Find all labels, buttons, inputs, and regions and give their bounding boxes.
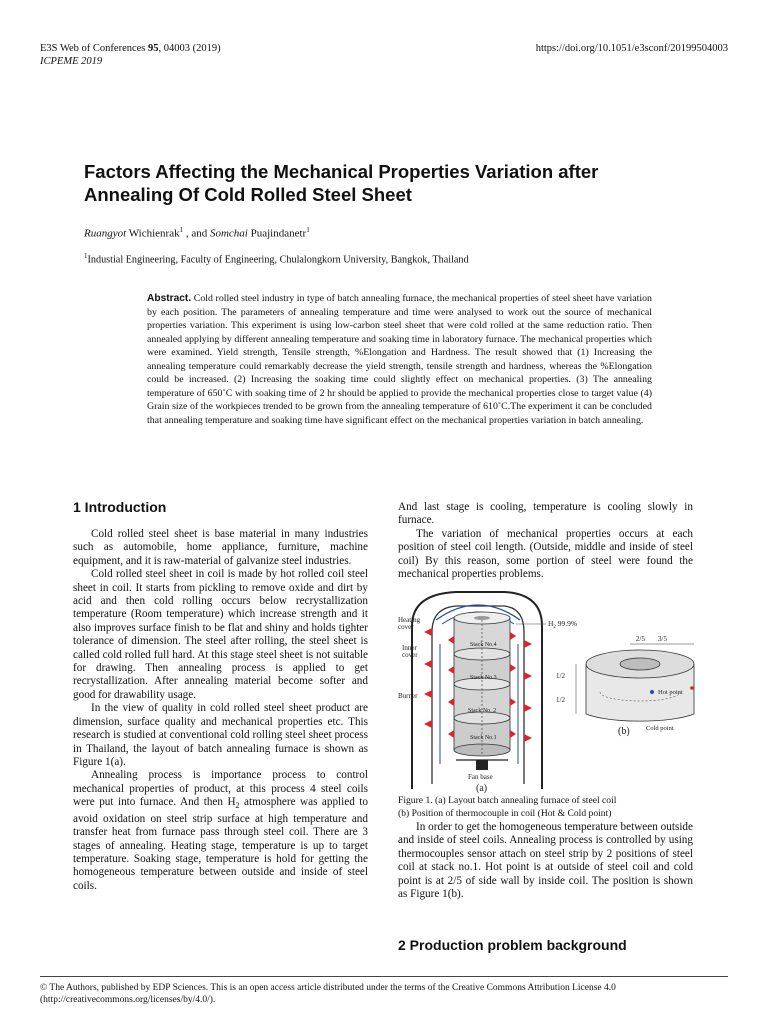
cold-point-marker (650, 690, 654, 694)
paragraph: Annealing process is importance process to control mechanical properties of product, at this process 4 steel coils were put into furnace. And then $H_2$ atmosphere was applied to avoid oxidation on steel strip surface at high temperature and transfer heat from furnace pass through steel coil. There are 3 stages of annealing. Heating stage, temperature is up to target temperature. Soaking stage, temperature is hold for getting the homogeneous temperature between outside and inside of steel coils. (73, 769, 368, 892)
conference-name: ICPEME 2019 (40, 56, 103, 67)
affiliation: $^1$Industial Engineering, Faculty of Engineering, Chulalongkorn University, Bangkok, Thailand (84, 252, 469, 266)
paper-title (84, 160, 704, 206)
label-heating-cover: Heating (398, 616, 421, 624)
paragraph: And last stage is cooling, temperature is cooling slowly in furnace. (398, 501, 693, 527)
right-column-bottom (398, 821, 693, 901)
paragraph: Cold rolled steel sheet in coil is made by hot rolled coil steel sheet in coil. It starts from pickling to remove oxide and dirt by acid and then cold rolling occurs below recrystallization temperature (Room temperature) which increase strength and it also improves surface finish to be flat and shiny and holds tighter tolerance of dimension. The steel after rolling, the steel sheet is called cold rolled full hard. At this stage steel sheet is not suitable for drawing. Then annealing process is applied to get recrystallization. After annealing material become softer and good for drawability usage. (73, 568, 368, 701)
abstract-label: Abstract. (147, 293, 192, 304)
panel-a-label: (a) (476, 783, 488, 794)
right-column-top (398, 501, 693, 581)
paragraph: Cold rolled steel sheet is base material in many industries such as automobile, home appliance, furniture, machine equipment, and it is raw-material of galvanize steel industries. (73, 528, 368, 567)
flame-icon (524, 640, 532, 648)
hot-point-marker (690, 686, 694, 690)
label-fan-base: Fan base (468, 773, 493, 781)
license-link[interactable]: (http://creativecommons.org/licenses/by/4.0/). (40, 995, 216, 1005)
label-stack-4: Stack No.4 (470, 642, 497, 648)
label-stack-1: Stack No.1 (470, 735, 497, 741)
figure-1-caption: Figure 1. (a) Layout batch annealing furnace of steel coil (b) Position of thermocouple in coil (Hot & Cold point) (398, 795, 617, 819)
author-2-first: Somchai (209, 227, 248, 240)
label-half-bottom: 1/2 (556, 696, 565, 704)
panel-b-label: (b) (618, 726, 630, 737)
author-1-last: Wichienrak (126, 227, 180, 240)
label-two-fifths: 2/5 (636, 635, 645, 643)
coil-thermocouple-diagram (576, 644, 694, 721)
doi-link[interactable]: https://doi.org/10.1051/e3sconf/20199504003 (535, 43, 728, 54)
figure-1-furnace-diagram (396, 584, 696, 796)
left-column (73, 528, 368, 893)
flame-icon (424, 720, 432, 728)
label-three-fifths: 3/5 (658, 635, 667, 643)
footer-divider (40, 976, 728, 977)
label-inner-cover: Inner (402, 644, 417, 652)
label-stack-3: Stack No.3 (470, 675, 497, 681)
license-footer: © The Authors, published by EDP Sciences. This is an open access article distributed under the terms of the Creative Commons Attribution License 4.0 (http://creativecommons.org/licenses/by/4.0/). (40, 982, 728, 1006)
paragraph: The variation of mechanical properties occurs at each position of steel coil length. (Outside, middle and inside of steel coil) By this reason, some portion of steel were found the mechanical properties problems. (398, 527, 693, 581)
flame-icon (424, 660, 432, 668)
flame-icon (524, 672, 532, 680)
flame-icon (524, 734, 532, 742)
label-burner: Burner (398, 692, 418, 700)
abstract-text: Cold rolled steel industry in type of batch annealing furnace, the mechanical properties of steel sheet have variation by each position. The parameters of annealing temperature and time were analysed to work out the source of mechanical properties variation. This experiment is using low-carbon steel sheet that were cold rolled at the same reduction ratio. Then annealed applying by different annealing temperature and soaking time in laboratory furnace. The mechanical properties which were examined. Yield strength, Tensile strength, %Elongation and Hardness. The result showed that (1) Increasing the annealing temperature could remarkably decrease the yield strength, tensile strength and hardness, whereas the %Elongation could be increased. (2) Increasing the soaking time could slightly effect on mechanical properties. (3) The annealing temperature of 650˚C with soaking time of 2 hr should be applied to provide the mechanical properties close to target value (4) Grain size of the workpieces trended to be grown from the annealing temperature of 610˚C.The experiment it can be concluded that annealing temperature and soaking time have significant effect on the mechanical properties variation in batch annealing. (147, 293, 652, 426)
author-2-last: Puajindanetr (247, 227, 307, 240)
journal-header: E3S Web of Conferences 95, 04003 (2019) (40, 43, 221, 54)
paragraph: In the view of quality in cold rolled steel sheet product are dimension, surface quality and mechanical properties etc. This research is studied at conventional cold rolling steel sheet process in Thailand, the layout of batch annealing furnace is shown as Figure 1(a). (73, 702, 368, 768)
label-stack-2: Stack No. 2 (468, 708, 497, 714)
author-list: Ruangyot Wichienrak$^1$ , and Somchai Puajindanetr$^1$ (84, 226, 310, 240)
fan-base-icon (476, 760, 488, 770)
label-h2-atmosphere: $H_2$ 99.9% (548, 619, 578, 630)
flame-icon (424, 690, 432, 698)
abstract (147, 292, 652, 427)
section-heading-introduction: 1 Introduction (73, 499, 167, 515)
flame-icon (524, 704, 532, 712)
label-cold-point: Cold point (646, 725, 674, 732)
svg-text:cover: cover (402, 651, 418, 659)
title-line-2: Annealing Of Cold Rolled Steel Sheet (84, 184, 412, 205)
title-line-1: Factors Affecting the Mechanical Properties Variation after (84, 161, 599, 182)
flame-icon (424, 628, 432, 636)
label-hot-point: Hot point (658, 689, 683, 696)
section-heading-production-problem: 2 Production problem background (398, 937, 627, 953)
label-half-top: 1/2 (556, 672, 565, 680)
paragraph: In order to get the homogeneous temperature between outside and inside of steel coils. Annealing process is controlled by using thermocouples sensor attach on steel strip by 2 positions of steel coil at stack no.1. Hot point is at outside of steel coil and cold point is at 2/5 of side wall by inside coil. The position is shown as Figure 1(b). (398, 821, 693, 901)
svg-text:cover: cover (398, 623, 414, 631)
author-1-first: Ruangyot (84, 227, 127, 240)
